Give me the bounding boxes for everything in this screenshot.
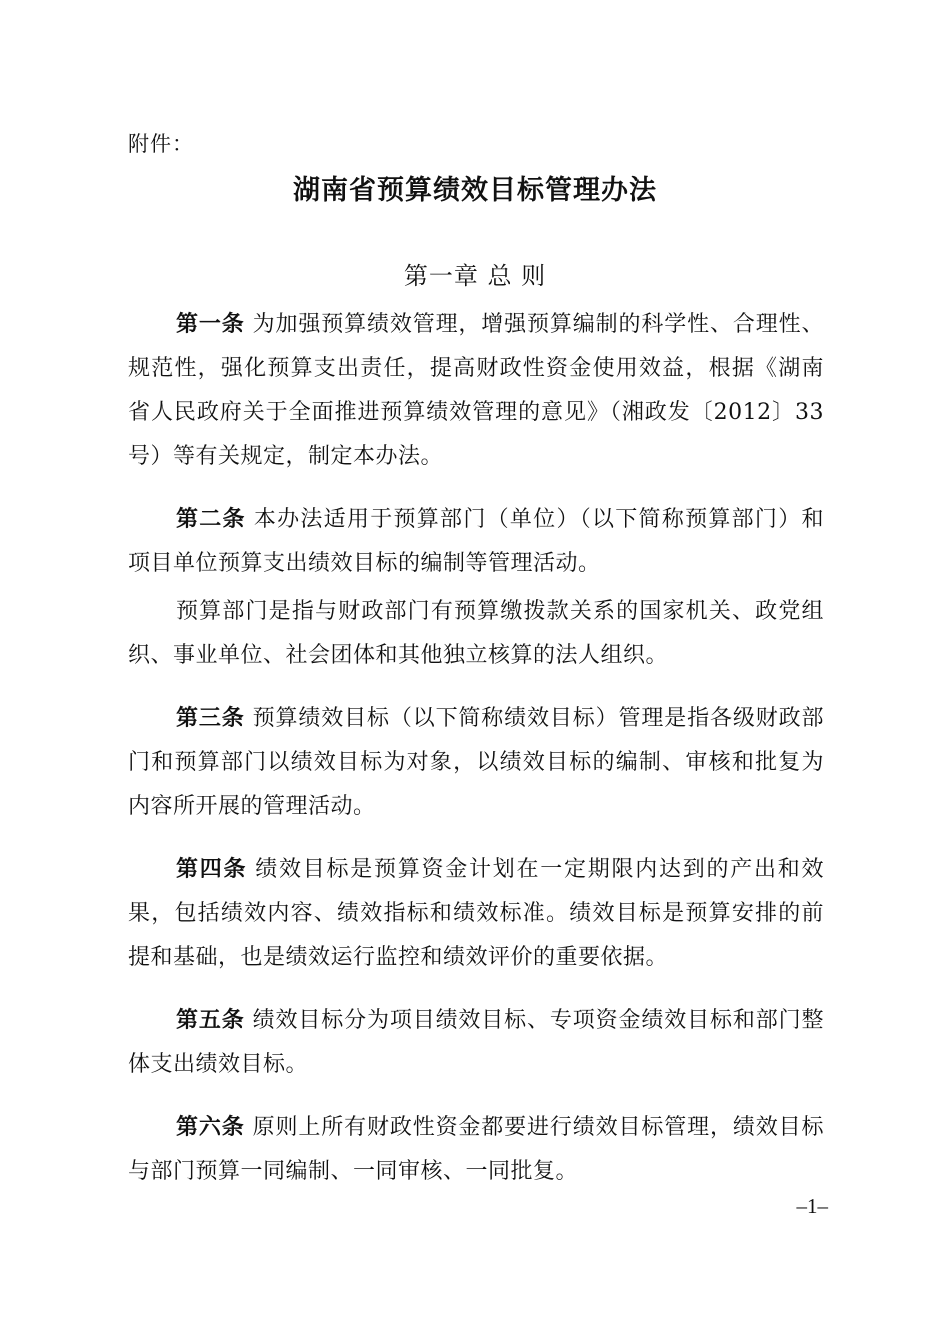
article-text: 预算绩效目标（以下简称绩效目标）管理是指各级财政部门和预算部门以绩效目标为对象，以绩效目标的编制、审核和批复为内容所开展的管理活动。 — [128, 706, 824, 819]
chapter-heading: 第一章 总 则 — [403, 262, 547, 290]
attachment-label: 附件： — [128, 132, 194, 156]
article-label: 第五条 — [176, 1007, 245, 1033]
article-6 — [128, 1105, 824, 1194]
article-2-continued — [128, 590, 824, 678]
article-label: 第四条 — [176, 856, 248, 882]
article-text: 本办法适用于预算部门（单位）（以下简称预算部门）和项目单位预算支出绩效目标的编制等管理活动。 — [128, 507, 824, 576]
article-label: 第三条 — [176, 705, 245, 731]
article-text: 为加强预算绩效管理，增强预算编制的科学性、合理性、规范性，强化预算支出责任，提高财政性资金使用效益，根据《湖南省人民政府关于全面推进预算绩效管理的意见》（湘政发〔2012〕33号）等有关规定，制定本办法。 — [128, 312, 824, 469]
article-2 — [128, 497, 824, 586]
page-number: –1– — [796, 1194, 828, 1218]
article-text: 绩效目标分为项目绩效目标、专项资金绩效目标和部门整体支出绩效目标。 — [128, 1008, 824, 1077]
article-text: 预算部门是指与财政部门有预算缴拨款关系的国家机关、政党组织、事业单位、社会团体和其他独立核算的法人组织。 — [128, 599, 824, 668]
body-text — [128, 302, 824, 1198]
article-label: 第一条 — [176, 311, 245, 337]
article-text: 原则上所有财政性资金都要进行绩效目标管理，绩效目标与部门预算一同编制、一同审核、一同批复。 — [128, 1115, 824, 1184]
article-label: 第二条 — [176, 506, 246, 532]
article-label: 第六条 — [176, 1114, 245, 1140]
article-text: 绩效目标是预算资金计划在一定期限内达到的产出和效果，包括绩效内容、绩效指标和绩效标准。绩效目标是预算安排的前提和基础，也是绩效运行监控和绩效评价的重要依据。 — [128, 857, 824, 970]
article-1 — [128, 302, 824, 479]
article-4 — [128, 847, 824, 980]
document-title: 湖南省预算绩效目标管理办法 — [293, 175, 657, 206]
article-5 — [128, 998, 824, 1087]
article-3 — [128, 696, 824, 829]
